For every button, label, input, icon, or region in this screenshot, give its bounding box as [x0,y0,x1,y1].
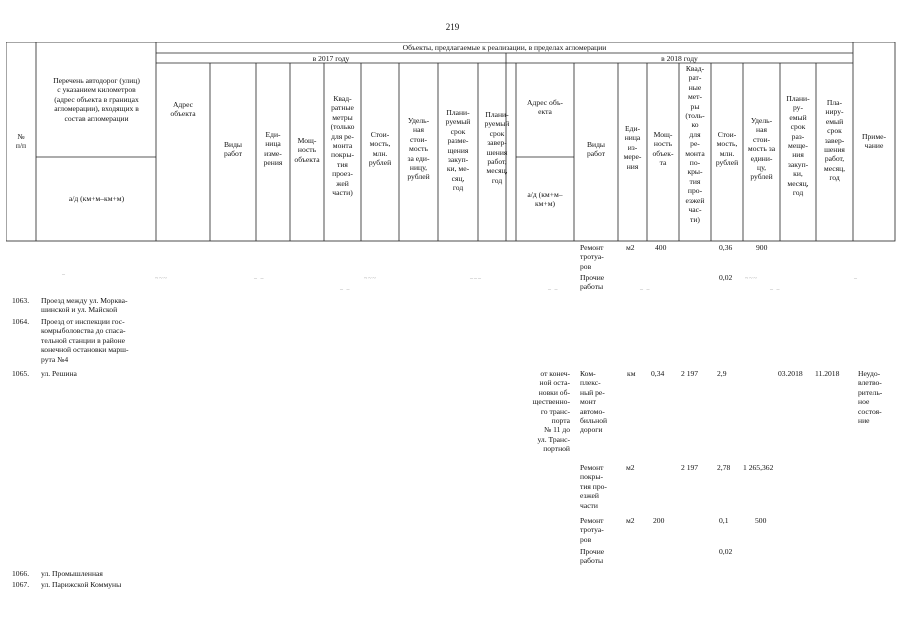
row-1065-power-3: 200 [653,516,665,525]
col-note: Приме- чание [861,132,887,151]
top-unitcost-1: 900 [756,243,768,252]
row-1065-works-3: Ремонт тротуа- ров [580,516,604,544]
top-cost-2: 0,02 [719,273,733,282]
row-1065-address: от конеч- ной оста- новки об- щественно- го транс- порта № 11 до ул. Транс- портной [532,369,570,454]
row-1065-plan-end: 11.2018 [815,369,840,378]
col-2018-works: Виды работ [586,140,606,159]
col-2018-plan-end: Пла- ниру- емый срок завер- шения работ, месяц, год [823,98,846,183]
row-1065-power-1: 0,34 [651,369,665,378]
row-1063-name: Проезд между ул. Морква- шинской и ул. Майской [41,296,128,315]
row-1065-unit-3: м2 [626,516,635,525]
col-2018-power: Мощ- ность объек- та [652,130,674,168]
scan-mark: – – [340,287,351,293]
row-1065-cost-4: 0,02 [719,547,733,556]
row-1065-cost-2: 2,78 [717,463,731,472]
row-1065-cost-3: 0,1 [719,516,729,525]
row-1065-works-1: Ком- плекс- ный ре- монт автомо- бильной дороги [580,369,608,435]
row-1065-name: ул. Решина [41,369,77,378]
top-power-1: 400 [655,243,667,252]
top-cost-1: 0,36 [719,243,733,252]
row-1065-unitcost-2: 1 265,362 [743,463,774,472]
scan-mark: ––– [470,276,482,282]
row-1065-works-2: Ремонт покры- тия про- езжей части [580,463,607,510]
col-roads: Перечень автодорог (улиц) с указанием километров (адрес объекта в границах агломерации), входящих в состав агломерации [53,76,140,123]
col-ad: а/д (км+м–км+м) [68,194,125,203]
row-1065-sqm-2: 2 197 [681,463,699,472]
top-works-2: Прочие работы [580,273,605,292]
row-1065-num: 1065. [12,369,30,378]
row-1065-note: Неудо- влетво- ритель- ное состоя- ние [858,369,883,426]
col-2017-works: Виды работ [223,140,243,159]
col-2017-power: Мощ- ность объекта [294,136,320,164]
row-1065-cost-1: 2,9 [717,369,727,378]
col-2018-sqm: Квад- рат- ные мет- ры (толь- ко для ре- монта по- кры- тия про- езжей час- ти) [685,64,705,224]
col-2017-unitcost: Удель- ная стои- мость за еди- ницу, рублей [407,116,430,182]
scan-mark: ~~~ [364,276,377,282]
col-2018: в 2018 году [661,54,698,63]
scan-mark: – [62,272,66,278]
scan-mark: – – [548,287,559,293]
scan-mark: – – [640,287,651,293]
row-1067-num: 1067. [12,580,30,589]
row-1064-num: 1064. [12,317,30,326]
col-2017-plan-buy: Плани- руемый срок разме- щения закуп- ки, ме- сяц, год [445,108,471,193]
row-1065-unit-2: м2 [626,463,635,472]
row-1065-plan-buy: 03.2018 [778,369,803,378]
col-num: № п/п [15,132,27,151]
col-2017-sqm: Квад- ратные метры (только для ре- монта покры- тия проез- жей части) [330,94,355,198]
row-1065-unit-1: км [627,369,636,378]
row-1063-num: 1063. [12,296,30,305]
col-2018-plan-buy: Плани- ру- емый срок раз- меще- ния закуп- ки, месяц, год [786,94,810,198]
col-2018-unitcost: Удель- ная стои- мость за едини- цу, рублей [747,116,776,182]
table-header [6,42,896,242]
col-2017: в 2017 году [312,54,350,63]
row-1066-name: ул. Промышленная [41,569,103,578]
scan-mark: – – [254,276,265,282]
row-1065-unitcost-3: 500 [755,516,767,525]
row-1065-sqm-1: 2 197 [681,369,699,378]
row-1065-works-4: Прочие работы [580,547,605,566]
scan-mark: ~~~ [155,276,168,282]
scan-mark: ~~~ [745,276,758,282]
page-number: 219 [445,22,460,32]
col-2018-address: Адрес объ- екта [527,98,563,117]
col-2018-unit: Еди- ница из- мере- ния [623,124,642,171]
col-2018-ad: а/д (км+м– км+м) [527,190,563,209]
top-works-1: Ремонт тротуа- ров [580,243,604,271]
col-2017-address: Адрес объекта [170,100,196,119]
scan-mark: – [854,276,858,282]
row-1067-name: ул. Парижской Коммуны [41,580,122,589]
col-objects: Объекты, предлагаемые к реализации, в пределах агломерации [402,43,607,52]
scan-mark: – – [770,287,781,293]
col-2018-cost: Стои- мость, млн. рублей [715,130,739,168]
col-2017-unit: Еди- ница изме- рения [263,130,283,168]
top-unit-1: м2 [626,243,635,252]
col-2017-plan-end: Плани- руемый срок завер- шения работ, месяц, год [484,110,510,185]
row-1064-name: Проезд от инспекции гос- комрыболовства до спаса- тельной станции в районе конечной остановки марш- рута №4 [41,317,129,364]
row-1066-num: 1066. [12,569,30,578]
col-2017-cost: Стои- мость, млн. рублей [368,130,392,168]
